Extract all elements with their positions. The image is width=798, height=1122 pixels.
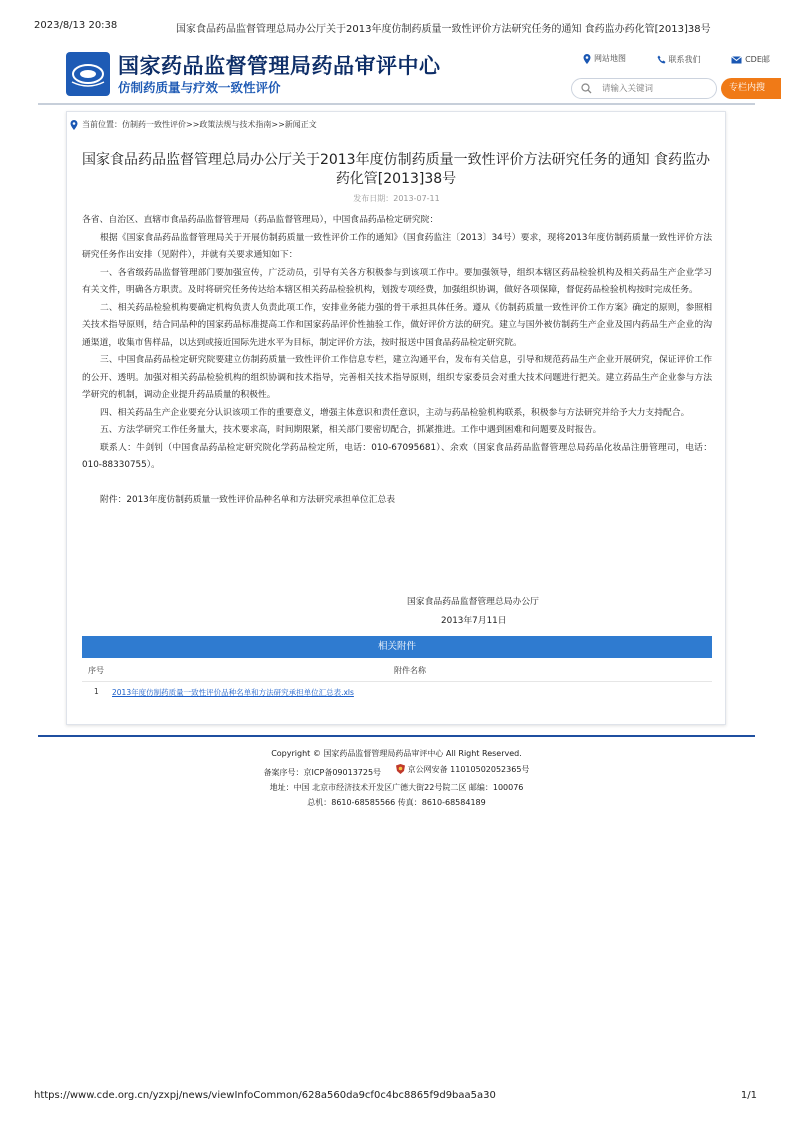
print-page-title: 国家食品药品监督管理总局办公厅关于2013年度仿制药质量一致性评价方法研究任务的通知 食药监办药化管[2013]38号 xyxy=(176,24,711,35)
police-record-link[interactable] xyxy=(396,762,530,778)
article-paragraph: 根据《国家食品药品监督管理局关于开展仿制药质量一致性评价工作的通知》（国食药监注〔2013〕34号）要求，现将2013年度仿制药质量一致性评价方法研究任务作出安排（见附件），并就有关要求通知如下： xyxy=(82,232,712,260)
special-column-search-button[interactable]: 专栏内搜 xyxy=(721,78,781,99)
address: 地址：中国 北京市经济技术开发区广德大街22号院二区 邮编：100076 xyxy=(269,782,524,792)
article-paragraph: 五、方法学研究工作任务量大，技术要求高，时间期限紧，相关部门要密切配合，抓紧推进。工作中遇到困难和问题要及时报告。 xyxy=(100,425,602,435)
article-paragraph: 联系人：牛剑钊（中国食品药品检定研究院化学药品检定所，电话：010-67095681）、余欢（国家食品药品监督管理总局药品化妆品注册管理司，电话：010-88330755）。 xyxy=(82,442,712,470)
location-pin-icon xyxy=(70,120,78,130)
print-page-number: 1/1 xyxy=(740,1090,757,1101)
article-paragraph: 三、中国食品药品检定研究院要建立仿制药质量一致性评价工作信息专栏，建立沟通平台，发布有关信息，引导和规范药品生产企业开展研究，保证评价工作的公开、透明。加强对相关药品检验机构的组织协调和技术指导，完善相关技术指导原则，组织专家委员会对重大技术问题进行把关。建立药品生产企业参与方法学研究的机制，调动企业提升药品质量的积极性。 xyxy=(82,355,712,400)
print-header xyxy=(34,20,759,34)
sitemap-link[interactable] xyxy=(583,53,640,64)
attachments-column-headers xyxy=(82,661,712,682)
article-body xyxy=(82,212,712,509)
signature-date: 2013年7月11日 xyxy=(441,616,507,626)
article-paragraph: 四、相关药品生产企业要充分认识该项工作的重要意义，增强主体意识和责任意识，主动与药品检验机构联系，积极参与方法研究并给予大力支持配合。 xyxy=(100,407,690,418)
header-divider xyxy=(38,103,755,105)
sitemap-label: 网站地图 xyxy=(594,54,626,63)
search-input[interactable] xyxy=(600,83,704,95)
site-footer xyxy=(0,746,793,811)
contact-label: 联系我们 xyxy=(668,54,701,64)
print-datetime: 2023/8/13 20:38 xyxy=(34,20,118,31)
email-link[interactable] xyxy=(731,54,784,65)
location-pin-icon xyxy=(583,54,591,64)
site-title: 国家药品监督管理局药品审评中心 xyxy=(118,54,441,78)
footer-divider xyxy=(38,735,755,737)
print-url: https://www.cde.org.cn/yzxpj/news/viewInfoCommon/628a560da9cf0c4bc8865f9d9baa5a30 xyxy=(34,1090,496,1101)
search-icon[interactable] xyxy=(581,83,592,94)
publish-date: 发布日期：2013-07-11 xyxy=(353,194,440,203)
cde-logo-icon[interactable] xyxy=(66,52,110,96)
contact-link[interactable] xyxy=(657,54,715,65)
salutation: 各省、自治区、直辖市食品药品监督管理局（药品监督管理局），中国食品药品检定研究院： xyxy=(82,215,439,225)
police-record-text: 京公网安备 11010502052365号 xyxy=(407,764,530,774)
phone-icon xyxy=(657,55,666,64)
article-title: 国家食品药品监督管理总局办公厅关于2013年度仿制药质量一致性评价方法研究任务的通知 食药监办药化管[2013]38号 xyxy=(81,152,711,187)
attachment-note: 附件：2013年度仿制药质量一致性评价品种名单和方法研究承担单位汇总表 xyxy=(100,494,396,505)
breadcrumb xyxy=(70,119,317,130)
email-label: CDE邮 xyxy=(745,55,770,64)
attachments-header: 相关附件 xyxy=(82,636,712,658)
phone-fax: 总机：8610-68585566 传真：8610-68584189 xyxy=(307,798,486,808)
breadcrumb-text[interactable]: 当前位置：仿制药一致性评价>>政策法规与技术指南>>新闻正文 xyxy=(82,120,317,129)
search-box xyxy=(571,78,717,99)
copyright: Copyright © 国家药品监督管理局药品审评中心 All Right Reserved. xyxy=(271,749,522,758)
attachment-seq: 1 xyxy=(94,687,99,696)
article-paragraph: 一、各省级药品监督管理部门要加强宣传，广泛动员，引导有关各方积极参与到该项工作中。要加强领导，组织本辖区药品检验机构及相关药品生产企业学习有关文件，明确各方职责。及时将研究任务传达给本辖区相关药品检验机构，划拨专项经费，加强组织协调，做好各项保障，督促药品检验机构按时完成任务。 xyxy=(82,267,712,295)
site-subtitle: 仿制药质量与疗效一致性评价 xyxy=(118,80,281,95)
signature-org: 国家食品药品监督管理总局办公厅 xyxy=(407,597,539,607)
mail-icon xyxy=(731,56,742,64)
attachment-link[interactable]: 2013年度仿制药质量一致性评价品种名单和方法研究承担单位汇总表.xls xyxy=(112,688,354,697)
print-footer xyxy=(34,1090,757,1104)
article-paragraph: 二、相关药品检验机构要确定机构负责人负责此项工作，安排业务能力强的骨干承担具体任务。遵从《仿制药质量一致性评价工作方案》确定的原则，参照相关技术指导原则，结合同品种的国家药品标准提高工作和国家药品评价性抽验工作，做好评价方法的研究。建立与国外被仿制药生产企业及国内药品生产企业的沟通渠道，收集市售样品，以达到或接近国际先进水平为目标，制定评价方法，按时报送中国食品药品检定研究院。 xyxy=(82,302,712,348)
col-name-header: 附件名称 xyxy=(394,666,426,675)
icp-link[interactable]: 备案序号：京ICP备09013725号 xyxy=(263,767,382,777)
top-links xyxy=(583,53,798,66)
police-badge-icon xyxy=(396,764,405,774)
table-row xyxy=(82,685,712,703)
col-seq-header: 序号 xyxy=(88,666,104,675)
